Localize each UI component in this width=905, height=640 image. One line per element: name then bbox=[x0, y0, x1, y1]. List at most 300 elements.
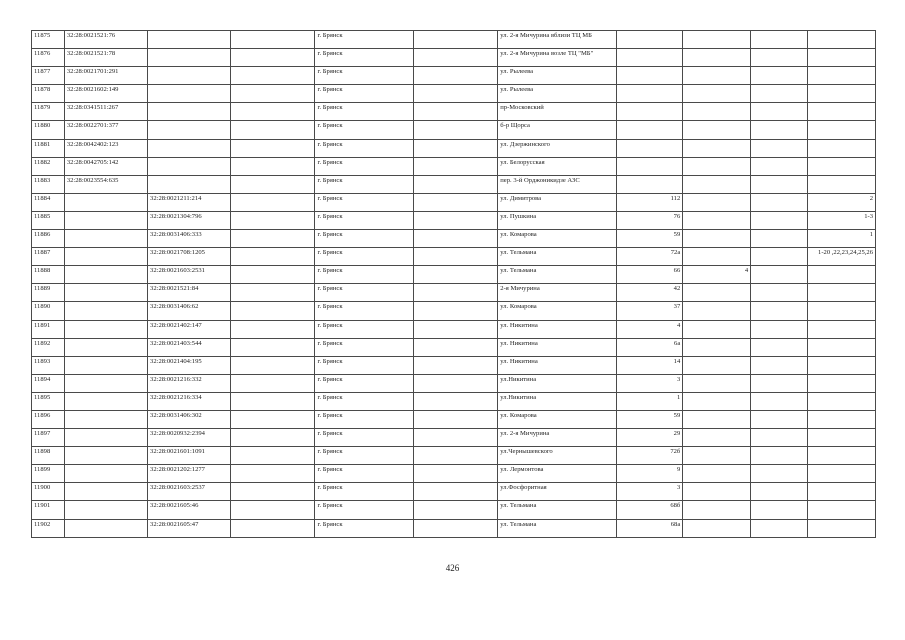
cell-cadastral-number-a bbox=[64, 410, 147, 428]
cell-house: 72а bbox=[616, 248, 683, 266]
cell-premises bbox=[808, 139, 876, 157]
cell-cadastral-number-b: 32:28:0021404:195 bbox=[148, 356, 231, 374]
cell-apartment bbox=[751, 302, 808, 320]
cell-city: г. Брянск bbox=[315, 338, 414, 356]
cell-premises bbox=[808, 85, 876, 103]
table-row bbox=[32, 211, 876, 229]
cell-street: ул. Дзержинского bbox=[498, 139, 616, 157]
cell-row-number: 11900 bbox=[32, 483, 65, 501]
cell-empty-col-2 bbox=[414, 211, 498, 229]
cell-city: г. Брянск bbox=[315, 230, 414, 248]
cell-cadastral-number-a bbox=[64, 248, 147, 266]
cell-empty-col-2 bbox=[414, 103, 498, 121]
cell-street: ул. Димитрова bbox=[498, 193, 616, 211]
cell-empty-col bbox=[231, 302, 315, 320]
cell-row-number: 11885 bbox=[32, 211, 65, 229]
cell-building bbox=[683, 175, 751, 193]
cell-apartment bbox=[751, 121, 808, 139]
table-row bbox=[32, 320, 876, 338]
cell-cadastral-number-b: 32:28:0031406:302 bbox=[148, 410, 231, 428]
cell-row-number: 11897 bbox=[32, 429, 65, 447]
cell-building bbox=[683, 121, 751, 139]
cell-empty-col bbox=[231, 465, 315, 483]
cell-cadastral-number-b: 32:28:0021603:2531 bbox=[148, 266, 231, 284]
cell-house bbox=[616, 67, 683, 85]
table-row bbox=[32, 392, 876, 410]
cell-empty-col bbox=[231, 429, 315, 447]
cell-premises bbox=[808, 447, 876, 465]
cell-building bbox=[683, 85, 751, 103]
cell-apartment bbox=[751, 465, 808, 483]
cell-premises bbox=[808, 121, 876, 139]
cell-street: ул.Никитина bbox=[498, 374, 616, 392]
cell-empty-col-2 bbox=[414, 266, 498, 284]
cell-empty-col-2 bbox=[414, 193, 498, 211]
cell-cadastral-number-b bbox=[148, 67, 231, 85]
cell-empty-col-2 bbox=[414, 483, 498, 501]
cell-house: 9 bbox=[616, 465, 683, 483]
cell-apartment bbox=[751, 410, 808, 428]
cell-empty-col-2 bbox=[414, 447, 498, 465]
cell-cadastral-number-b bbox=[148, 31, 231, 49]
cell-empty-col-2 bbox=[414, 248, 498, 266]
cell-premises: 1-3 bbox=[808, 211, 876, 229]
cell-house bbox=[616, 175, 683, 193]
cell-empty-col-2 bbox=[414, 49, 498, 67]
cell-row-number: 11875 bbox=[32, 31, 65, 49]
cell-city: г. Брянск bbox=[315, 85, 414, 103]
cell-empty-col bbox=[231, 49, 315, 67]
cell-premises bbox=[808, 103, 876, 121]
cell-empty-col-2 bbox=[414, 230, 498, 248]
table-row bbox=[32, 519, 876, 537]
cell-premises bbox=[808, 302, 876, 320]
cell-empty-col-2 bbox=[414, 356, 498, 374]
cell-city: г. Брянск bbox=[315, 67, 414, 85]
cell-premises bbox=[808, 465, 876, 483]
cell-house bbox=[616, 157, 683, 175]
cell-premises bbox=[808, 356, 876, 374]
cell-city: г. Брянск bbox=[315, 175, 414, 193]
cell-apartment bbox=[751, 230, 808, 248]
table-row bbox=[32, 284, 876, 302]
register-table-body bbox=[32, 31, 876, 538]
cell-city: г. Брянск bbox=[315, 501, 414, 519]
cell-empty-col-2 bbox=[414, 139, 498, 157]
cell-building bbox=[683, 465, 751, 483]
cell-street: ул. Пушкина bbox=[498, 211, 616, 229]
cell-house: 37 bbox=[616, 302, 683, 320]
cell-empty-col bbox=[231, 320, 315, 338]
cell-house: 112 bbox=[616, 193, 683, 211]
cell-cadastral-number-a bbox=[64, 501, 147, 519]
cell-empty-col bbox=[231, 374, 315, 392]
cell-cadastral-number-b: 32:28:0021605:47 bbox=[148, 519, 231, 537]
cell-cadastral-number-b: 32:28:0021216:334 bbox=[148, 392, 231, 410]
cell-city: г. Брянск bbox=[315, 392, 414, 410]
cell-house: 59 bbox=[616, 230, 683, 248]
cell-row-number: 11881 bbox=[32, 139, 65, 157]
cell-empty-col-2 bbox=[414, 157, 498, 175]
cell-cadastral-number-b bbox=[148, 49, 231, 67]
table-row bbox=[32, 374, 876, 392]
cell-house: 68а bbox=[616, 519, 683, 537]
table-row bbox=[32, 338, 876, 356]
cell-street: ул. Никитина bbox=[498, 320, 616, 338]
cell-city: г. Брянск bbox=[315, 248, 414, 266]
cell-cadastral-number-b: 32:28:0021605:46 bbox=[148, 501, 231, 519]
cell-empty-col-2 bbox=[414, 501, 498, 519]
cell-empty-col bbox=[231, 230, 315, 248]
cell-empty-col-2 bbox=[414, 175, 498, 193]
cell-apartment bbox=[751, 284, 808, 302]
cell-building bbox=[683, 139, 751, 157]
cell-premises bbox=[808, 49, 876, 67]
cell-apartment bbox=[751, 429, 808, 447]
cell-apartment bbox=[751, 392, 808, 410]
cell-row-number: 11876 bbox=[32, 49, 65, 67]
cell-apartment bbox=[751, 266, 808, 284]
cell-city: г. Брянск bbox=[315, 193, 414, 211]
table-row bbox=[32, 193, 876, 211]
cell-house bbox=[616, 49, 683, 67]
cell-street: ул. Тельмана bbox=[498, 266, 616, 284]
cell-row-number: 11880 bbox=[32, 121, 65, 139]
cell-apartment bbox=[751, 211, 808, 229]
table-row bbox=[32, 67, 876, 85]
table-row bbox=[32, 121, 876, 139]
cell-building bbox=[683, 67, 751, 85]
cell-apartment bbox=[751, 320, 808, 338]
cell-premises: 1-20 ,22,23,24,25,26 bbox=[808, 248, 876, 266]
cell-building bbox=[683, 211, 751, 229]
cell-cadastral-number-a: 32:28:0023554:635 bbox=[64, 175, 147, 193]
cell-city: г. Брянск bbox=[315, 374, 414, 392]
cell-street: ул. Никитина bbox=[498, 338, 616, 356]
cell-house: 29 bbox=[616, 429, 683, 447]
cell-street: б-р Щорса bbox=[498, 121, 616, 139]
cell-empty-col bbox=[231, 211, 315, 229]
cell-street: ул. Комарова bbox=[498, 230, 616, 248]
cell-empty-col bbox=[231, 284, 315, 302]
cell-row-number: 11879 bbox=[32, 103, 65, 121]
cell-empty-col-2 bbox=[414, 302, 498, 320]
cell-cadastral-number-b: 32:28:0020932:2394 bbox=[148, 429, 231, 447]
table-row bbox=[32, 447, 876, 465]
cell-row-number: 11901 bbox=[32, 501, 65, 519]
cell-empty-col bbox=[231, 139, 315, 157]
cell-empty-col-2 bbox=[414, 284, 498, 302]
cell-street: ул. Никитина bbox=[498, 356, 616, 374]
cell-street: ул.Чернышевского bbox=[498, 447, 616, 465]
table-row bbox=[32, 302, 876, 320]
cell-cadastral-number-a bbox=[64, 320, 147, 338]
cell-building bbox=[683, 157, 751, 175]
cell-cadastral-number-a bbox=[64, 284, 147, 302]
cell-house: 72б bbox=[616, 447, 683, 465]
cell-city: г. Брянск bbox=[315, 284, 414, 302]
cell-empty-col-2 bbox=[414, 392, 498, 410]
cell-row-number: 11894 bbox=[32, 374, 65, 392]
cell-building bbox=[683, 193, 751, 211]
cell-city: г. Брянск bbox=[315, 49, 414, 67]
cell-house: 3 bbox=[616, 483, 683, 501]
cell-cadastral-number-a: 32:28:0022701:377 bbox=[64, 121, 147, 139]
cell-apartment bbox=[751, 248, 808, 266]
cell-cadastral-number-a bbox=[64, 429, 147, 447]
table-row bbox=[32, 501, 876, 519]
cell-apartment bbox=[751, 157, 808, 175]
cell-city: г. Брянск bbox=[315, 447, 414, 465]
table-row bbox=[32, 230, 876, 248]
cell-empty-col bbox=[231, 248, 315, 266]
cell-row-number: 11891 bbox=[32, 320, 65, 338]
table-row bbox=[32, 85, 876, 103]
cell-premises bbox=[808, 483, 876, 501]
cell-cadastral-number-a bbox=[64, 465, 147, 483]
cell-building bbox=[683, 410, 751, 428]
cell-street: 2-я Мичурина bbox=[498, 284, 616, 302]
cell-cadastral-number-a: 32:28:0021521:78 bbox=[64, 49, 147, 67]
cell-row-number: 11887 bbox=[32, 248, 65, 266]
cell-building bbox=[683, 284, 751, 302]
cell-cadastral-number-a bbox=[64, 302, 147, 320]
cell-cadastral-number-a bbox=[64, 447, 147, 465]
cell-row-number: 11892 bbox=[32, 338, 65, 356]
cell-apartment bbox=[751, 85, 808, 103]
cell-street: ул. Тельмана bbox=[498, 501, 616, 519]
cell-building bbox=[683, 392, 751, 410]
table-row bbox=[32, 429, 876, 447]
cell-house bbox=[616, 139, 683, 157]
cell-city: г. Брянск bbox=[315, 429, 414, 447]
cell-empty-col bbox=[231, 175, 315, 193]
cell-city: г. Брянск bbox=[315, 320, 414, 338]
cell-premises bbox=[808, 157, 876, 175]
cell-cadastral-number-b: 32:28:0021708:1205 bbox=[148, 248, 231, 266]
cell-building bbox=[683, 103, 751, 121]
cell-cadastral-number-b bbox=[148, 121, 231, 139]
table-row bbox=[32, 49, 876, 67]
cell-city: г. Брянск bbox=[315, 410, 414, 428]
table-row bbox=[32, 175, 876, 193]
cell-cadastral-number-a: 32:28:0021521:76 bbox=[64, 31, 147, 49]
cell-row-number: 11896 bbox=[32, 410, 65, 428]
cell-building bbox=[683, 230, 751, 248]
cell-house: 68б bbox=[616, 501, 683, 519]
cell-cadastral-number-a bbox=[64, 211, 147, 229]
cell-house bbox=[616, 85, 683, 103]
cell-cadastral-number-b bbox=[148, 175, 231, 193]
cell-empty-col-2 bbox=[414, 320, 498, 338]
cell-row-number: 11883 bbox=[32, 175, 65, 193]
cell-cadastral-number-a: 32:28:0042705:142 bbox=[64, 157, 147, 175]
cell-premises bbox=[808, 320, 876, 338]
cell-cadastral-number-a: 32:28:0021701:291 bbox=[64, 67, 147, 85]
table-row bbox=[32, 465, 876, 483]
cell-empty-col-2 bbox=[414, 338, 498, 356]
cell-cadastral-number-b: 32:28:0021521:84 bbox=[148, 284, 231, 302]
cell-cadastral-number-b bbox=[148, 157, 231, 175]
table-row bbox=[32, 266, 876, 284]
cell-premises bbox=[808, 374, 876, 392]
cell-premises bbox=[808, 519, 876, 537]
cell-premises bbox=[808, 338, 876, 356]
cell-empty-col-2 bbox=[414, 519, 498, 537]
cell-apartment bbox=[751, 193, 808, 211]
cell-premises: 2 bbox=[808, 193, 876, 211]
cell-cadastral-number-b: 32:28:0021211:214 bbox=[148, 193, 231, 211]
table-row bbox=[32, 31, 876, 49]
cell-empty-col bbox=[231, 157, 315, 175]
cell-building bbox=[683, 483, 751, 501]
cell-city: г. Брянск bbox=[315, 211, 414, 229]
cell-building bbox=[683, 49, 751, 67]
cell-building bbox=[683, 429, 751, 447]
cell-city: г. Брянск bbox=[315, 356, 414, 374]
cell-house bbox=[616, 31, 683, 49]
cell-empty-col-2 bbox=[414, 31, 498, 49]
cell-row-number: 11899 bbox=[32, 465, 65, 483]
cell-street: ул. 2-я Мичурина вблизи ТЦ МБ bbox=[498, 31, 616, 49]
cell-row-number: 11884 bbox=[32, 193, 65, 211]
cell-house: 14 bbox=[616, 356, 683, 374]
cell-empty-col-2 bbox=[414, 374, 498, 392]
cell-cadastral-number-a bbox=[64, 230, 147, 248]
cell-row-number: 11878 bbox=[32, 85, 65, 103]
cell-empty-col bbox=[231, 410, 315, 428]
cell-apartment bbox=[751, 49, 808, 67]
cell-city: г. Брянск bbox=[315, 519, 414, 537]
cell-cadastral-number-b: 32:28:0031406:333 bbox=[148, 230, 231, 248]
cell-city: г. Брянск bbox=[315, 483, 414, 501]
cell-cadastral-number-b: 32:28:0021601:1091 bbox=[148, 447, 231, 465]
cell-apartment bbox=[751, 338, 808, 356]
cell-cadastral-number-a bbox=[64, 483, 147, 501]
cell-row-number: 11898 bbox=[32, 447, 65, 465]
cell-row-number: 11886 bbox=[32, 230, 65, 248]
cell-premises: 1 bbox=[808, 230, 876, 248]
register-table bbox=[31, 30, 876, 538]
cell-apartment bbox=[751, 519, 808, 537]
cell-cadastral-number-a bbox=[64, 519, 147, 537]
cell-cadastral-number-a: 32:28:0042402:123 bbox=[64, 139, 147, 157]
cell-street: ул. Комарова bbox=[498, 302, 616, 320]
cell-row-number: 11890 bbox=[32, 302, 65, 320]
table-row bbox=[32, 356, 876, 374]
cell-cadastral-number-a bbox=[64, 356, 147, 374]
cell-empty-col bbox=[231, 483, 315, 501]
cell-row-number: 11877 bbox=[32, 67, 65, 85]
cell-row-number: 11902 bbox=[32, 519, 65, 537]
cell-street: пр-Московский bbox=[498, 103, 616, 121]
cell-row-number: 11888 bbox=[32, 266, 65, 284]
cell-cadastral-number-a bbox=[64, 374, 147, 392]
cell-premises bbox=[808, 284, 876, 302]
cell-street: ул. 2-я Мичурина bbox=[498, 429, 616, 447]
cell-building bbox=[683, 31, 751, 49]
cell-house: 76 bbox=[616, 211, 683, 229]
table-row bbox=[32, 410, 876, 428]
cell-street: ул. Лермонтова bbox=[498, 465, 616, 483]
cell-row-number: 11895 bbox=[32, 392, 65, 410]
cell-empty-col-2 bbox=[414, 429, 498, 447]
cell-street: ул. Тельмана bbox=[498, 248, 616, 266]
cell-cadastral-number-a bbox=[64, 392, 147, 410]
cell-empty-col bbox=[231, 67, 315, 85]
cell-building bbox=[683, 447, 751, 465]
cell-cadastral-number-b bbox=[148, 85, 231, 103]
cell-cadastral-number-b: 32:28:0021603:2537 bbox=[148, 483, 231, 501]
cell-street: ул.Фосфоритная bbox=[498, 483, 616, 501]
cell-premises bbox=[808, 31, 876, 49]
cell-apartment bbox=[751, 139, 808, 157]
cell-empty-col bbox=[231, 447, 315, 465]
cell-premises bbox=[808, 410, 876, 428]
cell-house: 42 bbox=[616, 284, 683, 302]
cell-building bbox=[683, 248, 751, 266]
cell-city: г. Брянск bbox=[315, 139, 414, 157]
cell-building bbox=[683, 320, 751, 338]
cell-empty-col bbox=[231, 31, 315, 49]
cell-premises bbox=[808, 67, 876, 85]
cell-empty-col-2 bbox=[414, 121, 498, 139]
cell-house: 4 bbox=[616, 320, 683, 338]
cell-street: ул. Белорусская bbox=[498, 157, 616, 175]
cell-apartment bbox=[751, 374, 808, 392]
cell-empty-col-2 bbox=[414, 85, 498, 103]
cell-building bbox=[683, 501, 751, 519]
cell-city: г. Брянск bbox=[315, 121, 414, 139]
cell-empty-col-2 bbox=[414, 410, 498, 428]
cell-building bbox=[683, 338, 751, 356]
cell-row-number: 11893 bbox=[32, 356, 65, 374]
cell-apartment bbox=[751, 175, 808, 193]
cell-apartment bbox=[751, 103, 808, 121]
cell-row-number: 11882 bbox=[32, 157, 65, 175]
cell-empty-col bbox=[231, 501, 315, 519]
table-row bbox=[32, 483, 876, 501]
cell-apartment bbox=[751, 67, 808, 85]
cell-house: 6а bbox=[616, 338, 683, 356]
cell-city: г. Брянск bbox=[315, 465, 414, 483]
cell-cadastral-number-a bbox=[64, 193, 147, 211]
cell-city: г. Брянск bbox=[315, 157, 414, 175]
table-row bbox=[32, 248, 876, 266]
cell-premises bbox=[808, 175, 876, 193]
cell-street: ул. Рылеева bbox=[498, 85, 616, 103]
cell-empty-col bbox=[231, 356, 315, 374]
cell-cadastral-number-b bbox=[148, 103, 231, 121]
cell-apartment bbox=[751, 501, 808, 519]
cell-building bbox=[683, 374, 751, 392]
cell-cadastral-number-a: 32:28:0021602:149 bbox=[64, 85, 147, 103]
cell-premises bbox=[808, 429, 876, 447]
cell-premises bbox=[808, 266, 876, 284]
page-number: 426 bbox=[445, 563, 460, 573]
cell-apartment bbox=[751, 31, 808, 49]
cell-street: ул. Рылеева bbox=[498, 67, 616, 85]
cell-empty-col bbox=[231, 193, 315, 211]
cell-cadastral-number-a bbox=[64, 266, 147, 284]
cell-building bbox=[683, 356, 751, 374]
cell-empty-col bbox=[231, 392, 315, 410]
cell-premises bbox=[808, 392, 876, 410]
cell-street: ул. 2-я Мичурина возле ТЦ "МБ" bbox=[498, 49, 616, 67]
cell-street: ул. Тельмана bbox=[498, 519, 616, 537]
cell-empty-col bbox=[231, 103, 315, 121]
cell-apartment bbox=[751, 447, 808, 465]
